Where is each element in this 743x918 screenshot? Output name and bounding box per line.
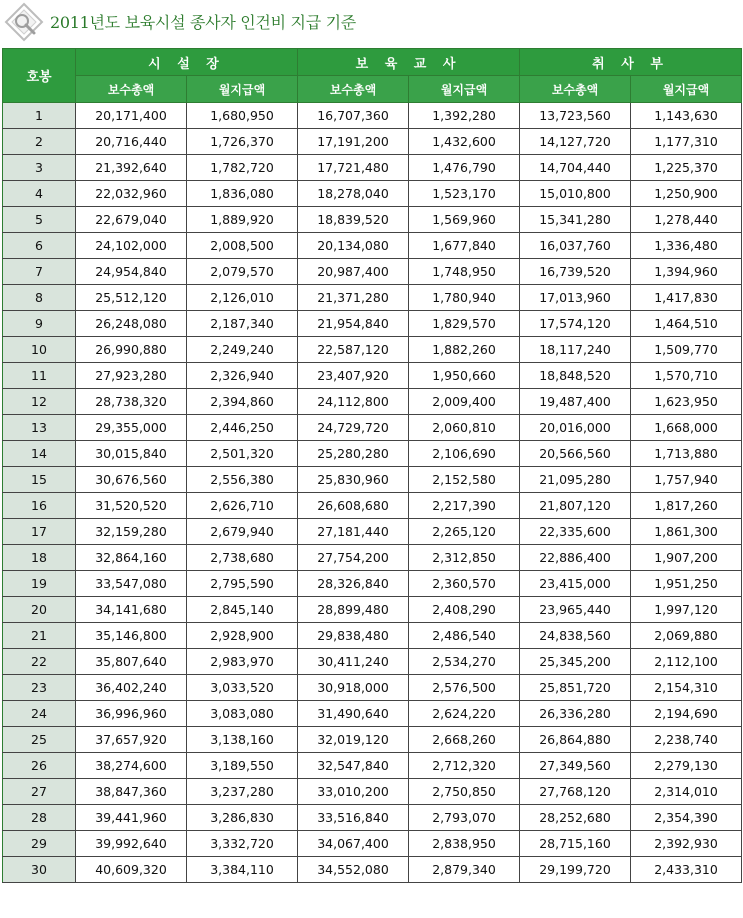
- table-cell: 30,411,240: [298, 649, 409, 675]
- table-cell: 2,486,540: [409, 623, 520, 649]
- row-step-number: 30: [3, 857, 76, 883]
- row-step-number: 19: [3, 571, 76, 597]
- table-cell: 2,187,340: [187, 311, 298, 337]
- row-step-number: 14: [3, 441, 76, 467]
- row-step-number: 24: [3, 701, 76, 727]
- table-cell: 2,326,940: [187, 363, 298, 389]
- table-cell: 2,668,260: [409, 727, 520, 753]
- table-cell: 21,371,280: [298, 285, 409, 311]
- table-cell: 20,987,400: [298, 259, 409, 285]
- table-cell: 2,360,570: [409, 571, 520, 597]
- group-header-director: 시 설 장: [76, 49, 298, 76]
- table-cell: 33,516,840: [298, 805, 409, 831]
- table-row: [3, 493, 742, 519]
- row-step-number: 8: [3, 285, 76, 311]
- table-cell: 34,067,400: [298, 831, 409, 857]
- table-cell: 2,738,680: [187, 545, 298, 571]
- table-cell: 23,415,000: [520, 571, 631, 597]
- table-row: [3, 675, 742, 701]
- table-cell: 1,336,480: [631, 233, 742, 259]
- table-cell: 27,923,280: [76, 363, 187, 389]
- table-cell: 2,112,100: [631, 649, 742, 675]
- table-cell: 3,189,550: [187, 753, 298, 779]
- table-cell: 17,191,200: [298, 129, 409, 155]
- table-row: [3, 389, 742, 415]
- table-cell: 2,154,310: [631, 675, 742, 701]
- table-cell: 2,126,010: [187, 285, 298, 311]
- table-cell: 35,146,800: [76, 623, 187, 649]
- table-cell: 24,954,840: [76, 259, 187, 285]
- table-cell: 2,079,570: [187, 259, 298, 285]
- table-cell: 27,181,440: [298, 519, 409, 545]
- table-cell: 1,713,880: [631, 441, 742, 467]
- row-step-number: 29: [3, 831, 76, 857]
- row-step-number: 23: [3, 675, 76, 701]
- table-row: [3, 207, 742, 233]
- table-cell: 1,523,170: [409, 181, 520, 207]
- table-row: [3, 337, 742, 363]
- table-cell: 2,152,580: [409, 467, 520, 493]
- table-cell: 2,312,850: [409, 545, 520, 571]
- table-cell: 27,754,200: [298, 545, 409, 571]
- row-step-number: 13: [3, 415, 76, 441]
- table-cell: 2,795,590: [187, 571, 298, 597]
- table-cell: 30,015,840: [76, 441, 187, 467]
- table-cell: 28,899,480: [298, 597, 409, 623]
- table-cell: 1,225,370: [631, 155, 742, 181]
- table-cell: 27,349,560: [520, 753, 631, 779]
- salary-table: [2, 48, 742, 883]
- table-row: [3, 831, 742, 857]
- table-cell: 1,668,000: [631, 415, 742, 441]
- table-cell: 38,847,360: [76, 779, 187, 805]
- table-cell: 20,171,400: [76, 103, 187, 129]
- table-cell: 1,143,630: [631, 103, 742, 129]
- diamond-logo-icon: [2, 2, 46, 44]
- subheader-total-pay: 보수총액: [76, 76, 187, 103]
- table-cell: 26,608,680: [298, 493, 409, 519]
- table-cell: 17,013,960: [520, 285, 631, 311]
- group-header-cook: 취 사 부: [520, 49, 742, 76]
- table-cell: 31,520,520: [76, 493, 187, 519]
- row-step-number: 2: [3, 129, 76, 155]
- table-cell: 32,019,120: [298, 727, 409, 753]
- table-cell: 17,574,120: [520, 311, 631, 337]
- table-cell: 25,830,960: [298, 467, 409, 493]
- table-row: [3, 311, 742, 337]
- table-cell: 21,954,840: [298, 311, 409, 337]
- table-cell: 39,441,960: [76, 805, 187, 831]
- table-cell: 22,032,960: [76, 181, 187, 207]
- table-cell: 1,392,280: [409, 103, 520, 129]
- subheader-monthly-pay: 월지급액: [409, 76, 520, 103]
- table-cell: 26,248,080: [76, 311, 187, 337]
- table-body: [3, 103, 742, 883]
- table-cell: 2,354,390: [631, 805, 742, 831]
- table-cell: 2,712,320: [409, 753, 520, 779]
- table-cell: 1,177,310: [631, 129, 742, 155]
- table-cell: 2,314,010: [631, 779, 742, 805]
- table-cell: 2,394,860: [187, 389, 298, 415]
- table-cell: 18,117,240: [520, 337, 631, 363]
- table-cell: 28,738,320: [76, 389, 187, 415]
- table-cell: 15,010,800: [520, 181, 631, 207]
- table-cell: 23,407,920: [298, 363, 409, 389]
- table-cell: 24,102,000: [76, 233, 187, 259]
- table-cell: 28,715,160: [520, 831, 631, 857]
- table-cell: 32,864,160: [76, 545, 187, 571]
- table-cell: 25,280,280: [298, 441, 409, 467]
- row-step-number: 25: [3, 727, 76, 753]
- table-row: [3, 779, 742, 805]
- table-cell: 26,864,880: [520, 727, 631, 753]
- table-row: [3, 181, 742, 207]
- table-cell: 25,345,200: [520, 649, 631, 675]
- table-cell: 23,965,440: [520, 597, 631, 623]
- table-row: [3, 571, 742, 597]
- table-row: [3, 597, 742, 623]
- table-cell: 3,286,830: [187, 805, 298, 831]
- table-cell: 18,278,040: [298, 181, 409, 207]
- table-cell: 30,676,560: [76, 467, 187, 493]
- table-cell: 16,037,760: [520, 233, 631, 259]
- row-step-number: 21: [3, 623, 76, 649]
- table-cell: 3,083,080: [187, 701, 298, 727]
- table-cell: 29,199,720: [520, 857, 631, 883]
- table-cell: 2,501,320: [187, 441, 298, 467]
- table-cell: 2,446,250: [187, 415, 298, 441]
- table-cell: 32,547,840: [298, 753, 409, 779]
- table-cell: 39,992,640: [76, 831, 187, 857]
- table-cell: 1,569,960: [409, 207, 520, 233]
- row-step-number: 12: [3, 389, 76, 415]
- table-cell: 1,476,790: [409, 155, 520, 181]
- table-cell: 3,033,520: [187, 675, 298, 701]
- row-step-number: 20: [3, 597, 76, 623]
- table-cell: 2,433,310: [631, 857, 742, 883]
- table-cell: 24,112,800: [298, 389, 409, 415]
- table-cell: 20,016,000: [520, 415, 631, 441]
- row-header-hobong: 호봉: [3, 49, 76, 103]
- table-row: [3, 155, 742, 181]
- table-cell: 2,060,810: [409, 415, 520, 441]
- row-step-number: 10: [3, 337, 76, 363]
- table-cell: 1,417,830: [631, 285, 742, 311]
- table-cell: 33,010,200: [298, 779, 409, 805]
- table-row: [3, 519, 742, 545]
- row-step-number: 26: [3, 753, 76, 779]
- table-cell: 15,341,280: [520, 207, 631, 233]
- table-cell: 2,194,690: [631, 701, 742, 727]
- table-cell: 22,587,120: [298, 337, 409, 363]
- table-cell: 2,217,390: [409, 493, 520, 519]
- table-cell: 1,950,660: [409, 363, 520, 389]
- table-cell: 1,509,770: [631, 337, 742, 363]
- table-row: [3, 805, 742, 831]
- table-cell: 37,657,920: [76, 727, 187, 753]
- table-cell: 3,138,160: [187, 727, 298, 753]
- table-cell: 3,384,110: [187, 857, 298, 883]
- row-step-number: 18: [3, 545, 76, 571]
- subheader-total-pay: 보수총액: [520, 76, 631, 103]
- table-cell: 1,780,940: [409, 285, 520, 311]
- table-cell: 24,729,720: [298, 415, 409, 441]
- table-cell: 2,009,400: [409, 389, 520, 415]
- table-row: [3, 701, 742, 727]
- table-cell: 2,069,880: [631, 623, 742, 649]
- row-step-number: 9: [3, 311, 76, 337]
- table-cell: 2,534,270: [409, 649, 520, 675]
- page-title: 2011년도 보육시설 종사자 인건비 지급 기준: [50, 13, 356, 32]
- table-row: [3, 753, 742, 779]
- table-cell: 2,106,690: [409, 441, 520, 467]
- table-cell: 20,134,080: [298, 233, 409, 259]
- table-cell: 1,278,440: [631, 207, 742, 233]
- table-cell: 24,838,560: [520, 623, 631, 649]
- row-step-number: 4: [3, 181, 76, 207]
- table-cell: 2,879,340: [409, 857, 520, 883]
- table-cell: 1,997,120: [631, 597, 742, 623]
- table-header: [3, 49, 742, 103]
- table-cell: 29,838,480: [298, 623, 409, 649]
- table-cell: 2,265,120: [409, 519, 520, 545]
- row-step-number: 11: [3, 363, 76, 389]
- table-row: [3, 415, 742, 441]
- table-cell: 1,829,570: [409, 311, 520, 337]
- table-cell: 1,782,720: [187, 155, 298, 181]
- table-row: [3, 545, 742, 571]
- table-row: [3, 857, 742, 883]
- table-row: [3, 233, 742, 259]
- row-step-number: 1: [3, 103, 76, 129]
- title-bar: [0, 0, 743, 46]
- table-cell: 1,432,600: [409, 129, 520, 155]
- table-cell: 2,576,500: [409, 675, 520, 701]
- table-row: [3, 129, 742, 155]
- row-step-number: 28: [3, 805, 76, 831]
- table-cell: 2,392,930: [631, 831, 742, 857]
- row-step-number: 7: [3, 259, 76, 285]
- table-cell: 1,836,080: [187, 181, 298, 207]
- table-cell: 2,838,950: [409, 831, 520, 857]
- table-cell: 21,392,640: [76, 155, 187, 181]
- table-cell: 2,983,970: [187, 649, 298, 675]
- table-cell: 34,141,680: [76, 597, 187, 623]
- table-cell: 1,464,510: [631, 311, 742, 337]
- table-cell: 1,817,260: [631, 493, 742, 519]
- table-row: [3, 649, 742, 675]
- table-cell: 1,748,950: [409, 259, 520, 285]
- table-row: [3, 259, 742, 285]
- table-cell: 26,990,880: [76, 337, 187, 363]
- table-cell: 18,839,520: [298, 207, 409, 233]
- table-cell: 26,336,280: [520, 701, 631, 727]
- table-cell: 2,750,850: [409, 779, 520, 805]
- table-cell: 16,739,520: [520, 259, 631, 285]
- table-cell: 17,721,480: [298, 155, 409, 181]
- table-cell: 28,252,680: [520, 805, 631, 831]
- table-cell: 22,886,400: [520, 545, 631, 571]
- table-cell: 1,882,260: [409, 337, 520, 363]
- table-cell: 14,127,720: [520, 129, 631, 155]
- table-row: [3, 727, 742, 753]
- table-cell: 2,928,900: [187, 623, 298, 649]
- row-step-number: 22: [3, 649, 76, 675]
- table-cell: 33,547,080: [76, 571, 187, 597]
- row-step-number: 6: [3, 233, 76, 259]
- table-cell: 2,679,940: [187, 519, 298, 545]
- table-cell: 13,723,560: [520, 103, 631, 129]
- table-cell: 2,556,380: [187, 467, 298, 493]
- table-row: [3, 363, 742, 389]
- table-cell: 1,394,960: [631, 259, 742, 285]
- table-cell: 31,490,640: [298, 701, 409, 727]
- table-cell: 29,355,000: [76, 415, 187, 441]
- table-row: [3, 623, 742, 649]
- row-step-number: 3: [3, 155, 76, 181]
- table-cell: 18,848,520: [520, 363, 631, 389]
- table-cell: 2,624,220: [409, 701, 520, 727]
- table-cell: 30,918,000: [298, 675, 409, 701]
- table-cell: 1,861,300: [631, 519, 742, 545]
- table-cell: 36,996,960: [76, 701, 187, 727]
- table-cell: 32,159,280: [76, 519, 187, 545]
- table-cell: 14,704,440: [520, 155, 631, 181]
- row-step-number: 5: [3, 207, 76, 233]
- table-cell: 25,851,720: [520, 675, 631, 701]
- table-cell: 1,623,950: [631, 389, 742, 415]
- table-cell: 1,677,840: [409, 233, 520, 259]
- table-cell: 27,768,120: [520, 779, 631, 805]
- table-row: [3, 103, 742, 129]
- table-cell: 1,757,940: [631, 467, 742, 493]
- table-cell: 16,707,360: [298, 103, 409, 129]
- table-cell: 19,487,400: [520, 389, 631, 415]
- table-cell: 1,889,920: [187, 207, 298, 233]
- row-step-number: 17: [3, 519, 76, 545]
- subheader-monthly-pay: 월지급액: [187, 76, 298, 103]
- table-cell: 34,552,080: [298, 857, 409, 883]
- table-cell: 2,008,500: [187, 233, 298, 259]
- table-cell: 2,238,740: [631, 727, 742, 753]
- table-cell: 20,716,440: [76, 129, 187, 155]
- table-cell: 36,402,240: [76, 675, 187, 701]
- table-cell: 1,726,370: [187, 129, 298, 155]
- table-row: [3, 441, 742, 467]
- table-cell: 38,274,600: [76, 753, 187, 779]
- table-cell: 22,335,600: [520, 519, 631, 545]
- table-cell: 2,626,710: [187, 493, 298, 519]
- row-step-number: 27: [3, 779, 76, 805]
- subheader-total-pay: 보수총액: [298, 76, 409, 103]
- table-cell: 3,332,720: [187, 831, 298, 857]
- table-cell: 1,250,900: [631, 181, 742, 207]
- table-cell: 22,679,040: [76, 207, 187, 233]
- group-header-teacher: 보 육 교 사: [298, 49, 520, 76]
- table-cell: 2,279,130: [631, 753, 742, 779]
- table-cell: 1,680,950: [187, 103, 298, 129]
- table-cell: 2,408,290: [409, 597, 520, 623]
- table-row: [3, 467, 742, 493]
- table-cell: 40,609,320: [76, 857, 187, 883]
- table-row: [3, 285, 742, 311]
- table-cell: 2,793,070: [409, 805, 520, 831]
- table-cell: 21,095,280: [520, 467, 631, 493]
- table-cell: 1,951,250: [631, 571, 742, 597]
- table-cell: 20,566,560: [520, 441, 631, 467]
- table-cell: 2,845,140: [187, 597, 298, 623]
- row-step-number: 15: [3, 467, 76, 493]
- table-cell: 28,326,840: [298, 571, 409, 597]
- table-cell: 3,237,280: [187, 779, 298, 805]
- subheader-monthly-pay: 월지급액: [631, 76, 742, 103]
- row-step-number: 16: [3, 493, 76, 519]
- table-cell: 1,907,200: [631, 545, 742, 571]
- table-cell: 2,249,240: [187, 337, 298, 363]
- table-cell: 1,570,710: [631, 363, 742, 389]
- table-cell: 21,807,120: [520, 493, 631, 519]
- table-cell: 35,807,640: [76, 649, 187, 675]
- table-cell: 25,512,120: [76, 285, 187, 311]
